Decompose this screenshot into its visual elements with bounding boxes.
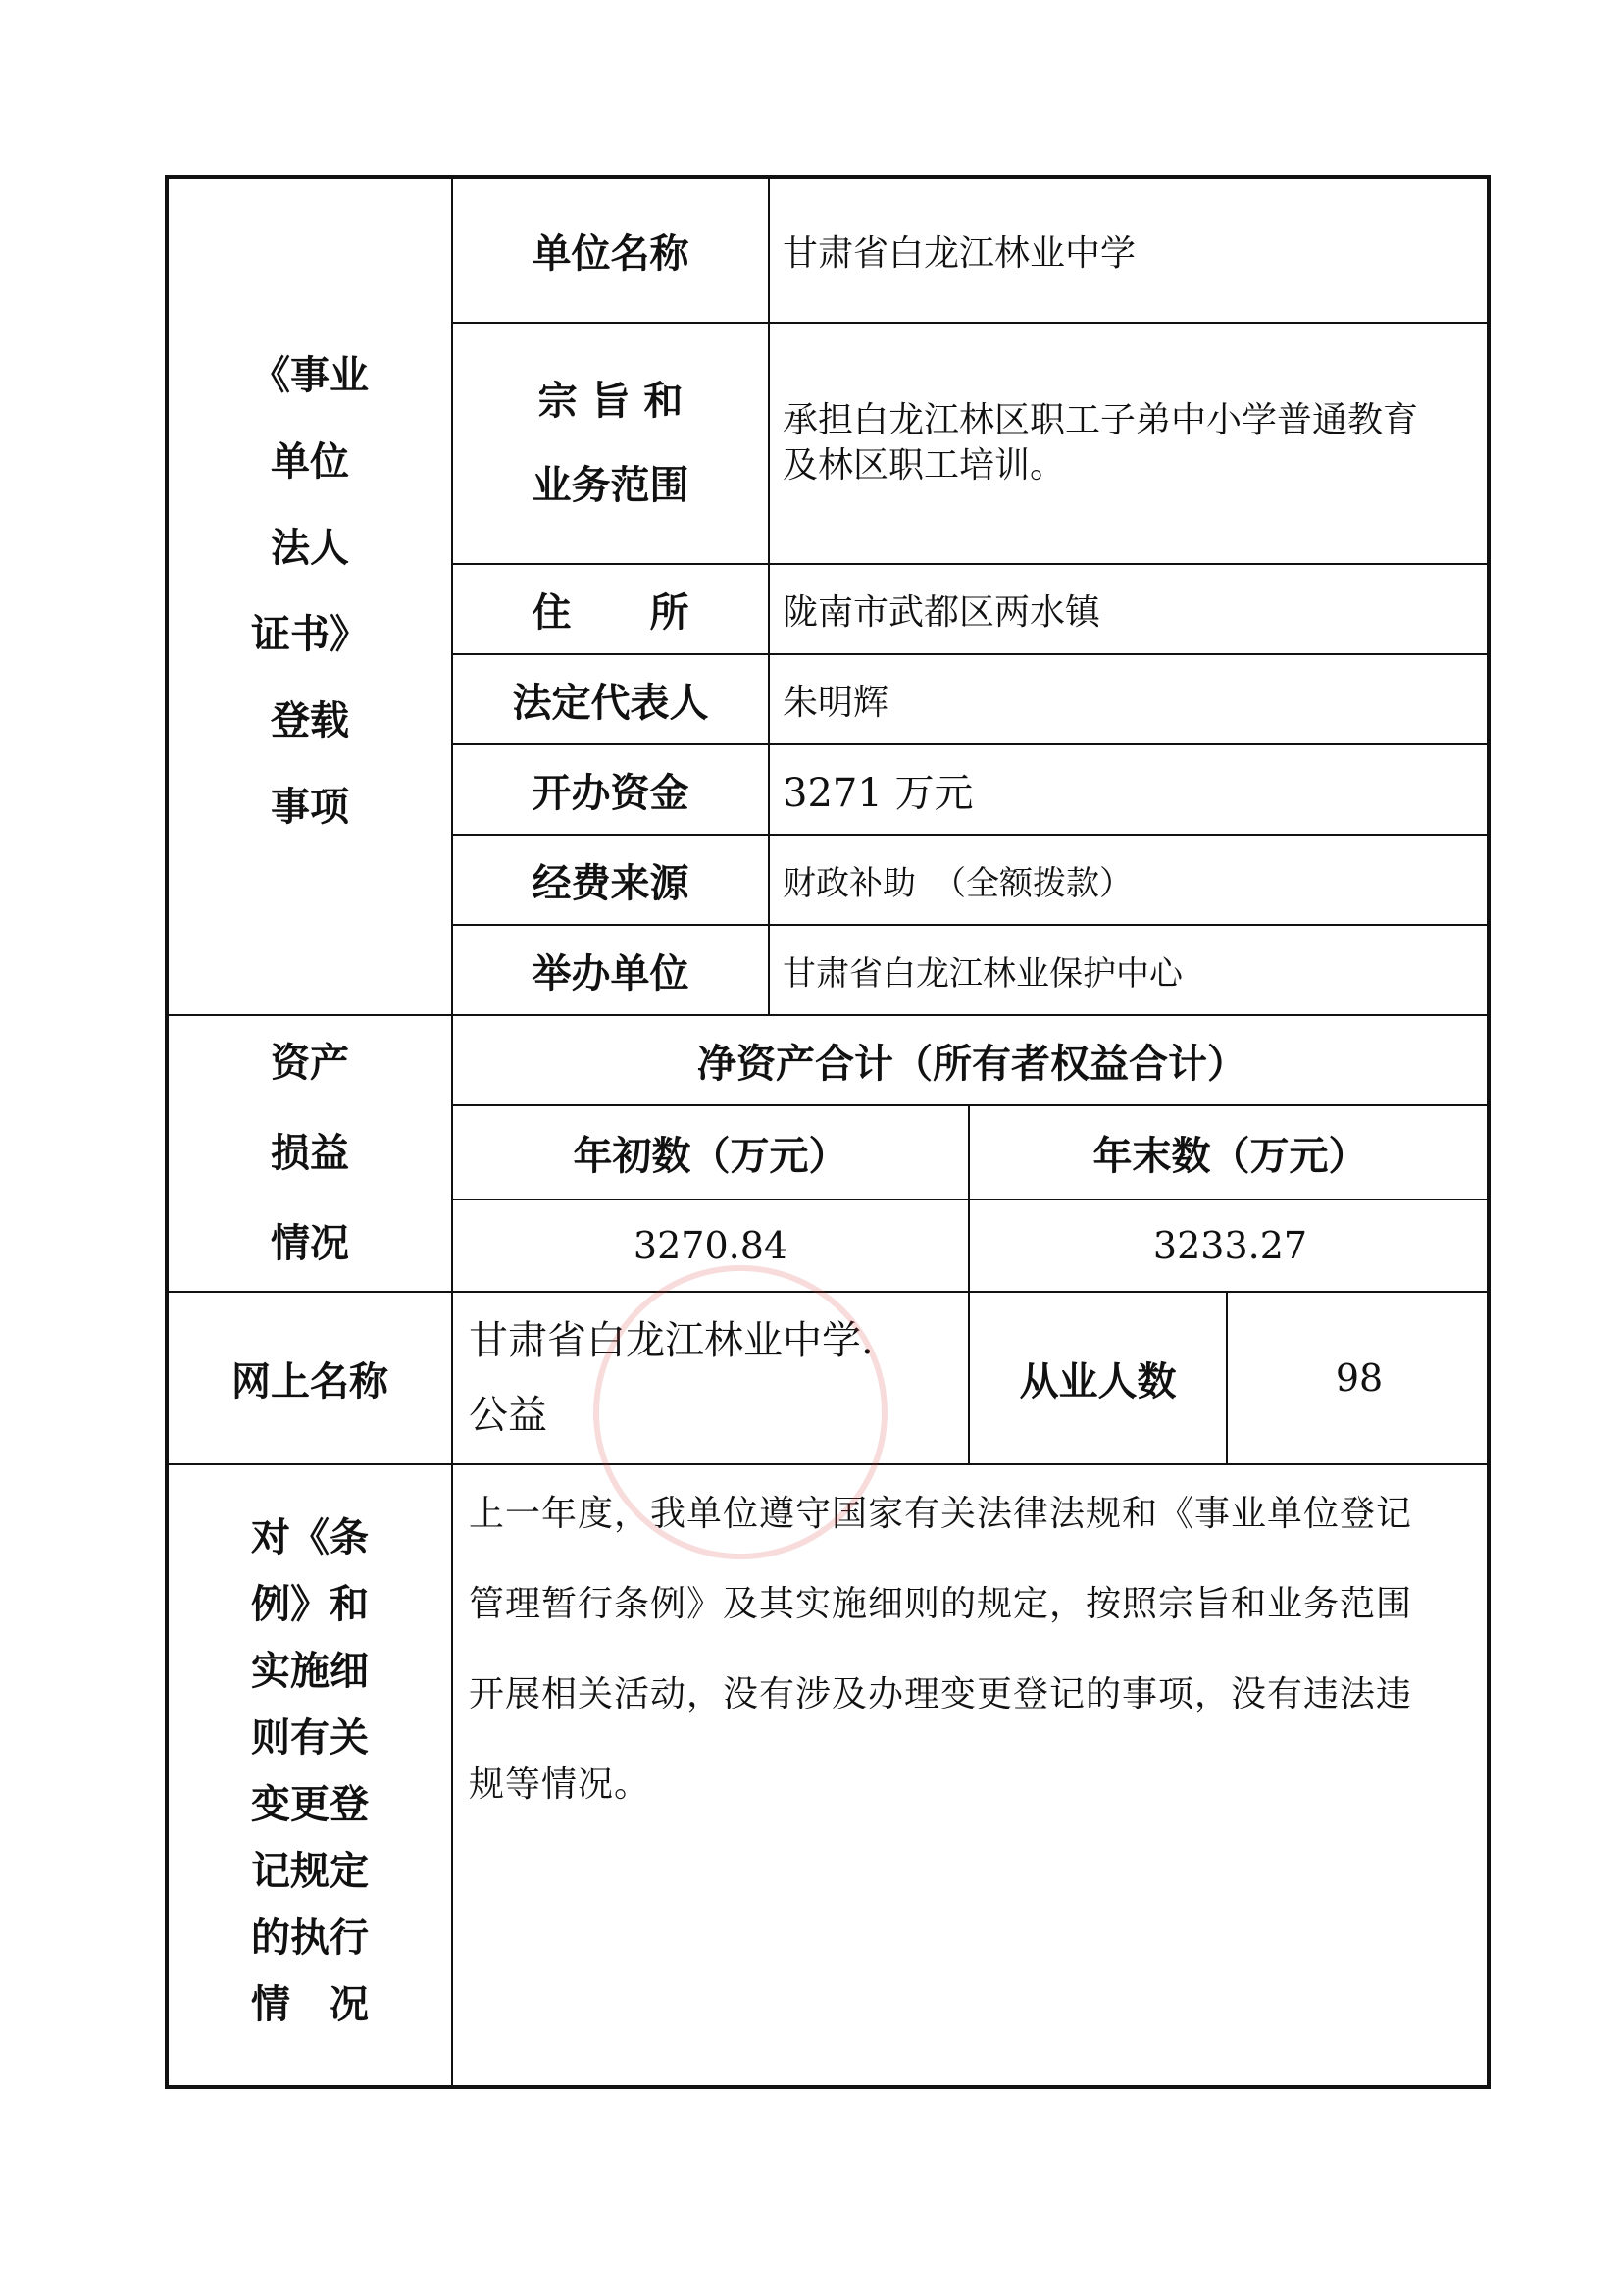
compliance-line: 管理暂行条例》及其实施细则的规定，按照宗旨和业务范围 <box>469 1584 1413 1624</box>
assets-label-line: 情况 <box>271 1220 349 1266</box>
sponsor-value: 甘肃省白龙江林业保护中心 <box>783 953 1183 994</box>
reg-label-line: 法人 <box>271 525 349 571</box>
reg-label-line: 登载 <box>271 697 349 743</box>
purpose-value <box>783 324 1489 563</box>
faint-red-seal <box>593 1265 888 1559</box>
reg-label-line: 《事业 <box>251 352 369 398</box>
capital-value: 3271 万元 <box>783 770 974 816</box>
compliance-statement <box>469 1465 1489 2089</box>
employees-value: 98 <box>1335 1356 1384 1400</box>
employees-label: 从业人数 <box>1019 1357 1177 1404</box>
legal-rep-value: 朱明辉 <box>783 682 889 723</box>
reg-label-line: 事项 <box>271 784 349 830</box>
compliance-line: 上一年度，我单位遵守国家有关法律法规和《事业单位登记 <box>469 1494 1413 1534</box>
funding-label: 经费来源 <box>532 859 689 906</box>
end-year-value: 3233.27 <box>1152 1224 1308 1267</box>
online-name-label: 网上名称 <box>231 1357 388 1404</box>
unit-name-value: 甘肃省白龙江林业中学 <box>783 232 1137 274</box>
assets-label-line: 资产 <box>271 1040 349 1086</box>
compliance-label-line: 的执行 <box>251 1914 369 1961</box>
address-value: 陇南市武都区两水镇 <box>783 591 1101 633</box>
sponsor-label: 举办单位 <box>532 949 689 996</box>
compliance-label-line: 对《条 <box>251 1514 369 1560</box>
annual-report-table <box>165 175 1491 2089</box>
assets-section-label <box>169 1016 451 1291</box>
online-name-line: 甘肃省白龙江林业中学. <box>469 1318 874 1363</box>
registration-section-label <box>169 179 451 1014</box>
online-name-line: 公益 <box>469 1393 547 1438</box>
capital-label: 开办资金 <box>532 769 689 816</box>
assets-label-line: 损益 <box>271 1130 349 1176</box>
purpose-value-line: 及林区职工培训。 <box>783 445 1066 485</box>
compliance-label-line: 例》和 <box>251 1581 369 1627</box>
legal-rep-label: 法定代表人 <box>512 679 709 726</box>
purpose-label-line: 业务范围 <box>532 462 689 508</box>
funding-value: 财政补助 （全额拨款） <box>783 863 1133 903</box>
reg-label-line: 单位 <box>271 438 349 485</box>
column-divider <box>768 179 770 1014</box>
compliance-label-line: 则有关 <box>251 1714 369 1760</box>
compliance-line: 开展相关活动，没有涉及办理变更登记的事项，没有违法违 <box>469 1674 1413 1714</box>
address-label: 住 所 <box>532 588 689 636</box>
compliance-section-label <box>169 1465 451 2089</box>
reg-label-line: 证书》 <box>251 611 369 657</box>
begin-year-header: 年初数（万元） <box>573 1132 848 1179</box>
compliance-line: 规等情况。 <box>469 1764 651 1805</box>
compliance-label-line: 实施细 <box>251 1648 369 1694</box>
purpose-value-line: 承担白龙江林区职工子弟中小学普通教育 <box>783 400 1419 440</box>
net-assets-header: 净资产合计（所有者权益合计） <box>697 1040 1246 1087</box>
purpose-label-line: 宗 旨 和 <box>537 378 684 424</box>
compliance-label-line: 变更登 <box>251 1781 369 1827</box>
end-year-header: 年末数（万元） <box>1092 1132 1368 1179</box>
unit-name-label: 单位名称 <box>532 230 689 277</box>
compliance-label-line: 情 况 <box>251 1981 369 2027</box>
purpose-label <box>453 324 768 563</box>
compliance-label-line: 记规定 <box>251 1848 369 1894</box>
begin-year-value: 3270.84 <box>633 1224 788 1267</box>
